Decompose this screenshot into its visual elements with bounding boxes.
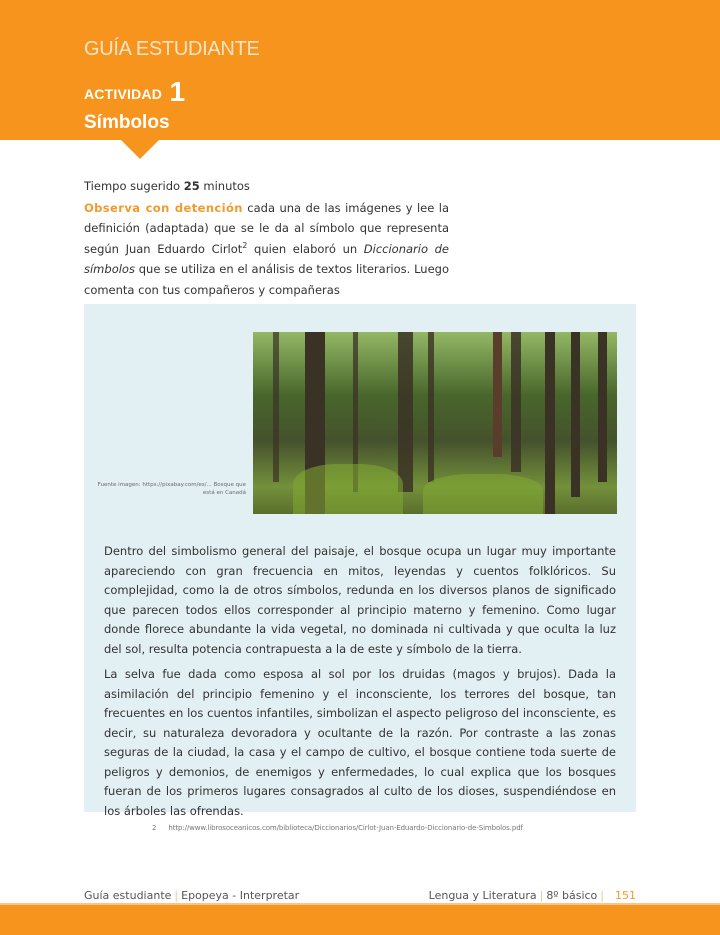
instructions — [84, 198, 449, 301]
tree-trunk — [273, 332, 279, 482]
footer-unit: Epopeya - Interpretar — [181, 889, 300, 902]
highlight-instruction: Observa con detención — [84, 200, 243, 215]
footer-separator: | — [539, 889, 544, 902]
instruction-text: que se utiliza en el análisis de textos literarios. Luego comenta con tus compañeros y compañeras — [84, 262, 449, 297]
footnote-number: 2 — [152, 824, 157, 832]
footer-band — [0, 905, 720, 935]
symbol-definition-paragraph: La selva fue dada como esposa al sol por los druidas (magos y brujos). Dada la asimilación del principio femenino y el inconsciente, los terrores del bosque, tan frecuentes en los cuentos infantiles, simbolizan el aspecto peligroso del inconsciente, es decir, su naturaleza devoradora y ocultante de la razón. Por contraste a las zonas seguras de la ciudad, la casa y el campo de cultivo, el bosque contiene toda suerte de peligros y demonios, de enemigos y enfermedades, lo cual explica que los bosques fueran de los primeros lugares consagrados al culto de los dioses, suspendiéndose en los árboles las ofrendas. — [104, 667, 616, 818]
symbol-panel — [84, 304, 636, 818]
footer-subject: Lengua y Literatura — [428, 889, 537, 902]
footer-left — [84, 889, 299, 902]
page-header — [0, 0, 720, 140]
footnote-ref[interactable]: 2 — [242, 240, 248, 250]
moss — [293, 464, 403, 514]
activity-heading — [84, 76, 185, 108]
time-value: 25 — [183, 179, 200, 193]
footer-guide: Guía estudiante — [84, 889, 172, 902]
footer-separator: | — [600, 889, 604, 902]
tree-trunk — [428, 332, 434, 482]
activity-number: 1 — [169, 76, 186, 107]
instruction-text: quien elaboró un — [247, 241, 364, 256]
moss — [423, 474, 543, 514]
time-prefix: Tiempo sugerido — [84, 179, 184, 193]
activity-name: Símbolos — [84, 112, 170, 133]
header-notch-triangle — [120, 139, 160, 159]
tree-trunk — [545, 332, 555, 514]
tree-trunk — [598, 332, 607, 482]
tree-trunk — [398, 332, 413, 492]
intro-section — [84, 176, 449, 300]
activity-label: ACTIVIDAD — [84, 86, 163, 102]
footnote — [152, 824, 523, 832]
suggested-time — [84, 176, 449, 197]
tree-trunk — [511, 332, 521, 472]
tree-trunk — [571, 332, 580, 497]
symbol-definition-paragraph: Dentro del simbolismo general del paisaje, el bosque ocupa un lugar muy importante apareciendo con gran frecuencia en mitos, leyendas y cuentos folklóricos. Su complejidad, como la de otros símbolos, redunda en los diversos planos de significado que parecen todos ellos corresponder al principio materno y femenino. Como lugar donde florece abundante la vida vegetal, no dominada ni cultivada y que oculta la luz del sol, resulta potencia contrapuesta a la de este y símbolo de la tierra. — [104, 544, 616, 656]
page-number: 151 — [615, 889, 636, 902]
time-suffix: minutos — [199, 179, 250, 193]
image-caption: Fuente imagen: https://pixabay.com/es/... Bosque que está en Canadá — [97, 482, 246, 496]
book-title: Diccionario de símbolos — [84, 241, 449, 276]
tree-trunk — [493, 332, 502, 457]
footer-grade: 8º básico — [546, 889, 598, 902]
footer-right — [429, 889, 636, 902]
footer-separator: | — [174, 889, 179, 902]
instruction-text: cada una de las imágenes y lee la definición (adaptada) que se le da al símbolo que representa según Juan Eduardo Cirlot — [84, 200, 449, 256]
forest-photo — [253, 332, 617, 514]
guide-title: GUÍA ESTUDIANTE — [84, 38, 260, 60]
footnote-url[interactable]: http://www.librosoceanicos.com/biblioteca/Diccionarios/Cirlot-Juan-Eduardo-Diccionario-de-Simbolos.pdf — [168, 824, 523, 832]
